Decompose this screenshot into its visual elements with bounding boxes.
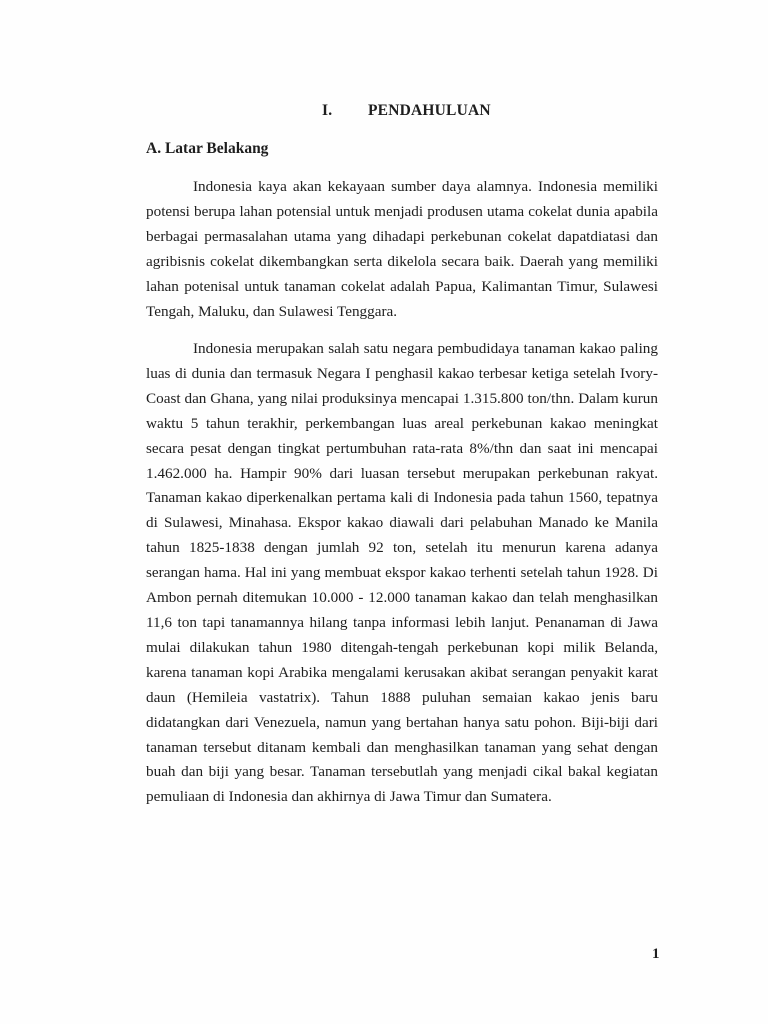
- section-heading: A. Latar Belakang: [146, 140, 269, 157]
- body-paragraph: Indonesia merupakan salah satu negara pembudidaya tanaman kakao paling luas di dunia dan termasuk Negara I penghasil kakao terbesar ketiga setelah Ivory-Coast dan Ghana, yang nilai produksinya mencapai 1.315.800 ton/thn. Dalam kurun waktu 5 tahun terakhir, perkembangan luas areal perkebunan kakao meningkat secara pesat dengan tingkat pertumbuhan rata-rata 8%/thn dan saat ini mencapai 1.462.000 ha. Hampir 90% dari luasan tersebut merupakan perkebunan rakyat. Tanaman kakao diperkenalkan pertama kali di Indonesia pada tahun 1560, tepatnya di Sulawesi, Minahasa. Ekspor kakao diawali dari pelabuhan Manado ke Manila tahun 1825-1838 dengan jumlah 92 ton, setelah itu menurun karena adanya serangan hama. Hal ini yang membuat ekspor kakao terhenti setelah tahun 1928. Di Ambon pernah ditemukan 10.000 - 12.000 tanaman kakao dan telah menghasilkan 11,6 ton tapi tanamannya hilang tanpa informasi lebih lanjut. Penanaman di Jawa mulai dilakukan tahun 1980 ditengah-tengah perkebunan kopi milik Belanda, karena tanaman kopi Arabika mengalami kerusakan akibat serangan penyakit karat daun (Hemileia vastatrix). Tahun 1888 puluhan semaian kakao jenis baru didatangkan dari Venezuela, namun yang bertahan hanya satu pohon. Biji-biji dari tanaman tersebut ditanam kembali dan menghasilkan tanaman yang sehat dengan buah dan biji yang besar. Tanaman tersebutlah yang menjadi cikal bakal kegiatan pemuliaan di Indonesia dan akhirnya di Jawa Timur dan Sumatera.: [146, 340, 658, 806]
- page-number: 1: [652, 946, 660, 962]
- chapter-number: I.: [322, 102, 333, 119]
- chapter-name: PENDAHULUAN: [368, 102, 491, 119]
- body-paragraph: Indonesia kaya akan kekayaan sumber daya alamnya. Indonesia memiliki potensi berupa lahan potensial untuk menjadi produsen utama cokelat dunia apabila berbagai permasalahan utama yang dihadapi perkebunan cokelat dapatdiatasi dan agribisnis cokelat dikembangkan serta dikelola secara baik. Daerah yang memiliki lahan potenisal untuk tanaman cokelat adalah Papua, Kalimantan Timur, Sulawesi Tengah, Maluku, dan Sulawesi Tenggara.: [146, 178, 658, 320]
- chapter-title: [322, 102, 491, 120]
